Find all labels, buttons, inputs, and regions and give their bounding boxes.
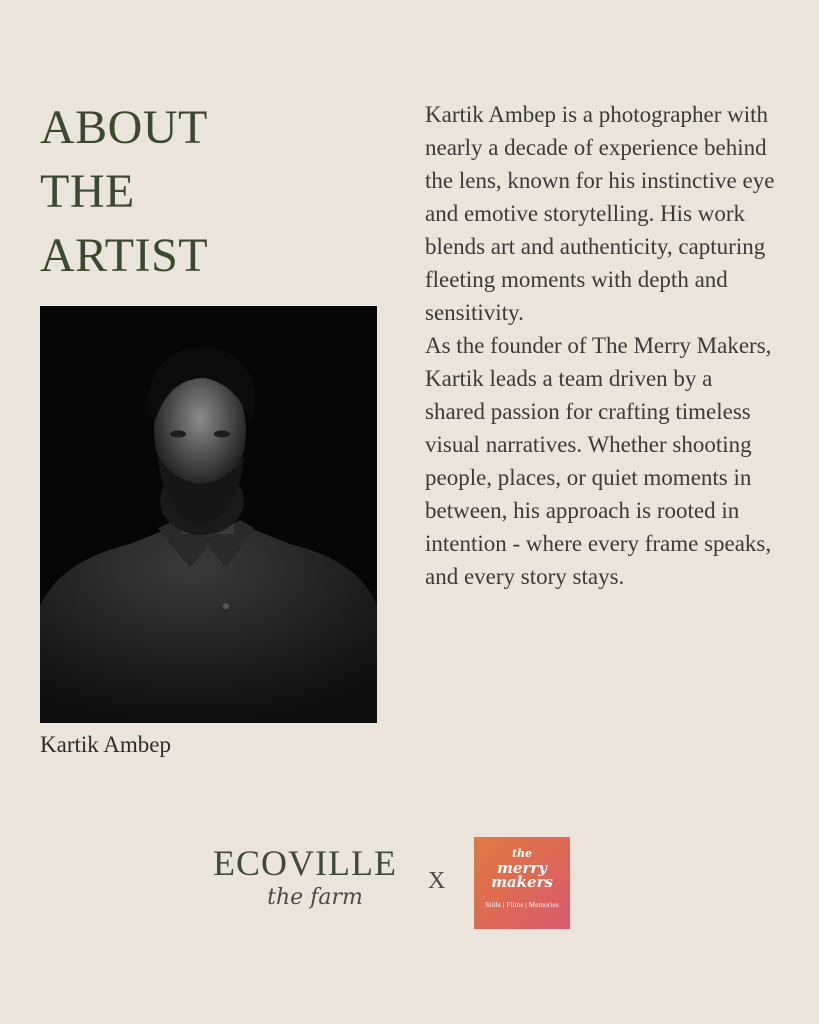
photo-caption: Kartik Ambep xyxy=(40,732,171,757)
bio-paragraph: Kartik Ambep is a photographer with nearly a decade of experience behind the lens, known for his instinctive eye and emotive storytelling. His work blends art and authenticity, capturing fleeting moments with depth and sensitivity. xyxy=(425,102,775,325)
heading-line-the: THE xyxy=(40,165,135,218)
artist-portrait-photo xyxy=(40,306,377,723)
heading-line-about: ABOUT xyxy=(40,101,208,154)
artist-bio xyxy=(425,98,775,593)
merry-makers-logo xyxy=(474,837,570,929)
ecoville-name: ECOVILLE xyxy=(213,843,397,883)
about-the-artist-heading xyxy=(40,96,208,288)
merry-makers-word-the: the xyxy=(511,847,533,860)
ecoville-logo xyxy=(212,843,398,910)
bio-paragraph: As the founder of The Merry Makers, Kartik leads a team driven by a shared passion for crafting timeless visual narratives. Whether shooting people, places, or quiet moments in between, his approach is rooted in intention - where every frame speaks, and every story stays. xyxy=(425,333,772,589)
ecoville-tagline: the farm xyxy=(267,885,363,910)
merry-makers-word-makers: makers xyxy=(491,873,553,891)
merry-makers-tagline: Stills | Films | Memories xyxy=(485,901,559,909)
merry-makers-word-merry: merry xyxy=(497,859,547,877)
heading-line-artist: ARTIST xyxy=(40,229,209,282)
collaboration-separator: X xyxy=(428,868,446,894)
